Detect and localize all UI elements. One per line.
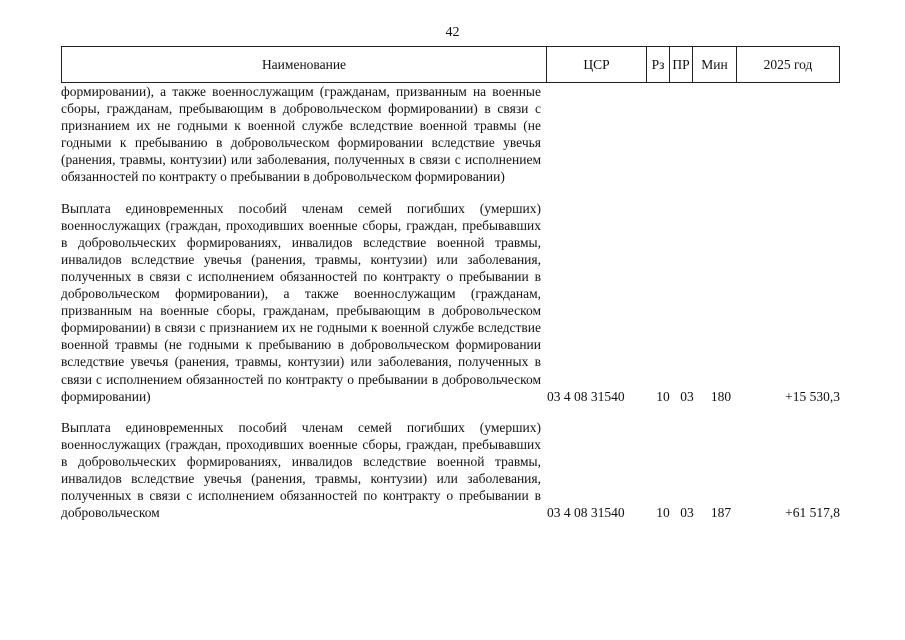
table-row xyxy=(61,83,840,186)
page-number: 42 xyxy=(445,25,460,40)
row-year: +61 517,8 xyxy=(785,505,840,521)
row-name: Выплата единовременных пособий членам семей погибших (умерших) военнослужащих (граждан, проходивших военные сборы, граждан, пребывавших в добровольческих формированиях, инвалидов вследствие военной травмы, инвалидов вследствие увечья (ранения, травмы, контузии) или заболевания, полученных в связи с исполнением обязанностей по контракту о пребывании в добровольческом xyxy=(61,419,541,521)
row-name: формировании), а также военнослужащим (гражданам, призванным на военные сборы, гражданам, пребывающим в добровольческом формировании) в связи с признанием их не годными к военной службе вследствие военной травмы (не годными к пребыванию в добровольческом формировании вследствие увечья (ранения, травмы, контузии) или заболевания, полученных в связи с исполнением обязанностей по контракту о пребывании в добровольческом формировании) xyxy=(61,84,541,185)
header-name: Наименование xyxy=(261,56,347,72)
table-header xyxy=(61,46,840,83)
row-values xyxy=(545,388,840,405)
row-min: 180 xyxy=(710,388,732,404)
header-year: 2025 год xyxy=(736,47,839,82)
row-csr: 03 4 08 31540 xyxy=(547,388,625,404)
table-body xyxy=(61,83,840,521)
row-min: 187 xyxy=(710,505,732,521)
header-min: Мин xyxy=(692,47,736,82)
row-values xyxy=(545,504,840,521)
header-csr: ЦСР xyxy=(546,47,646,82)
row-year: +15 530,3 xyxy=(785,388,840,404)
row-pr: 03 xyxy=(680,505,694,521)
header-rz: Рз xyxy=(646,47,669,82)
header-pr: ПР xyxy=(669,47,692,82)
row-rz: 10 xyxy=(656,505,670,521)
row-pr: 03 xyxy=(680,388,694,404)
row-csr: 03 4 08 31540 xyxy=(547,505,625,521)
row-name: Выплата единовременных пособий членам семей погибших (умерших) военнослужащих (граждан, проходивших военные сборы, граждан, пребывавших в добровольческих формированиях, инвалидов вследствие военной травмы, инвалидов вследствие увечья (ранения, травмы, контузии) или заболевания, полученных в связи с исполнением обязанностей по контракту о пребывании в добровольческом формировании), а также военнослужащим (гражданам, призванным на военные сборы, гражданам, пребывающим в добровольческом формировании) в связи с признанием их не годными к военной службе вследствие военной травмы (не годными к пребыванию в добровольческом формировании вследствие увечья (ранения, травмы, контузии) или заболевания, полученных в связи с исполнением обязанностей по контракту о пребывании в добровольческом формировании) xyxy=(61,200,541,404)
table-row xyxy=(61,200,840,405)
row-rz: 10 xyxy=(656,388,670,404)
table-row xyxy=(61,419,840,522)
